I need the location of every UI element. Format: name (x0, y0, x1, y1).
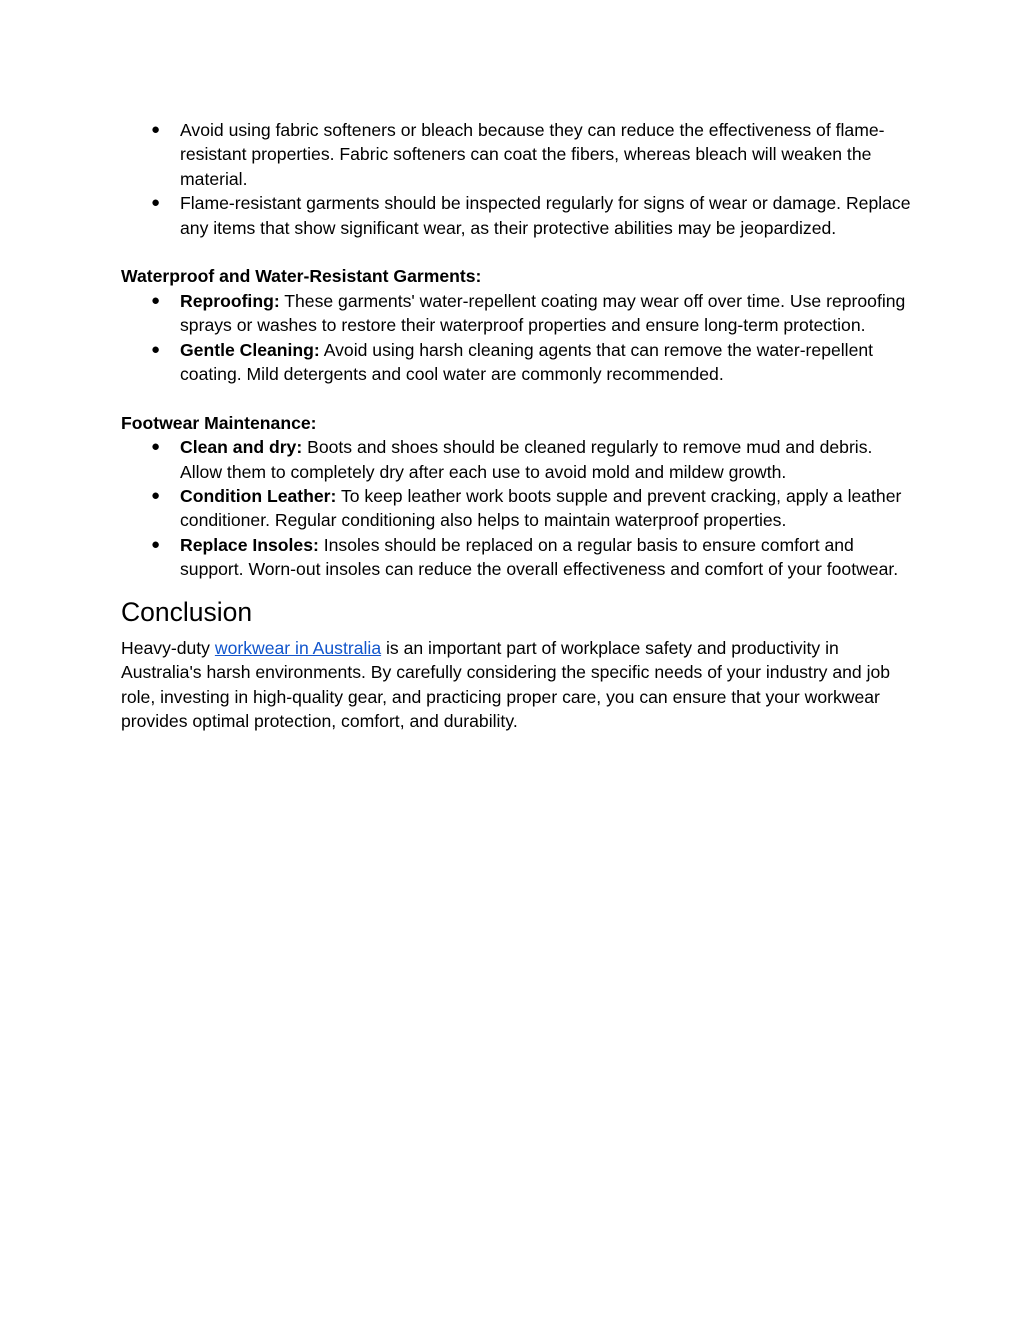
spacer (121, 240, 911, 264)
list-item-label: Clean and dry: (180, 437, 303, 458)
bullet-icon: ● (151, 487, 161, 505)
bullet-icon: ● (151, 535, 161, 553)
waterproof-list (121, 289, 911, 387)
flame-resistant-care-list (121, 118, 911, 240)
spacer (121, 386, 911, 410)
conclusion-text: is an important part of workplace safety and productivity in Australia's harsh environments. By carefully considering the specific needs of your industry and job role, investing in high-quality gear, and practicing proper care, you can ensure that your workwear provides optimal protection, comfort, and durability. (121, 637, 891, 731)
footwear-list (121, 435, 911, 581)
list-item (121, 533, 911, 582)
bullet-icon: ● (151, 291, 161, 309)
conclusion-lead: Heavy-duty (121, 637, 215, 658)
list-item-label: Condition Leather: (180, 486, 337, 507)
footwear-heading: Footwear Maintenance: (121, 412, 317, 433)
list-item-text: To keep leather work boots supple and prevent cracking, apply a leather conditioner. Regular conditioning also helps to maintain waterproof properties. (180, 486, 902, 531)
bullet-icon: ● (151, 340, 161, 358)
waterproof-heading: Waterproof and Water-Resistant Garments: (121, 266, 482, 287)
list-item (121, 435, 911, 484)
list-item-label: Gentle Cleaning: (180, 339, 320, 360)
list-item-label: Replace Insoles: (180, 534, 319, 555)
list-item-text: Boots and shoes should be cleaned regularly to remove mud and debris. Allow them to completely dry after each use to avoid mold and mildew growth. (180, 437, 873, 482)
document-page (121, 118, 911, 733)
list-item-label: Reproofing: (180, 290, 280, 311)
list-item (121, 191, 911, 240)
list-item-text: These garments' water-repellent coating may wear off over time. Use reproofing sprays or washes to restore their waterproof properties and ensure long-term protection. (180, 290, 906, 336)
bullet-icon: ● (151, 438, 161, 456)
workwear-australia-link[interactable]: workwear in Australia (214, 637, 382, 658)
list-item-text: Flame-resistant garments should be inspected regularly for signs of wear or damage. Replace any items that show significant wear, as their protective abilities may be jeopardized. (180, 193, 911, 238)
bullet-icon: ● (151, 121, 161, 138)
conclusion-paragraph (121, 636, 911, 734)
list-item-text: Avoid using fabric softeners or bleach because they can reduce the effectiveness of flame-resistant properties. Fabric softeners can coat the fibers, whereas bleach will weaken the material. (180, 120, 885, 189)
list-item (121, 118, 911, 191)
conclusion-heading: Conclusion (121, 596, 253, 627)
list-item-text: Insoles should be replaced on a regular basis to ensure comfort and support. Worn-out insoles can reduce the overall effectiveness and comfort of your footwear. (180, 534, 899, 580)
list-item-text: Avoid using harsh cleaning agents that can remove the water-repellent coating. Mild detergents and cool water are commonly recommended. (180, 339, 874, 385)
bullet-icon: ● (151, 194, 161, 212)
list-item (121, 484, 911, 533)
list-item (121, 289, 911, 338)
list-item (121, 338, 911, 387)
